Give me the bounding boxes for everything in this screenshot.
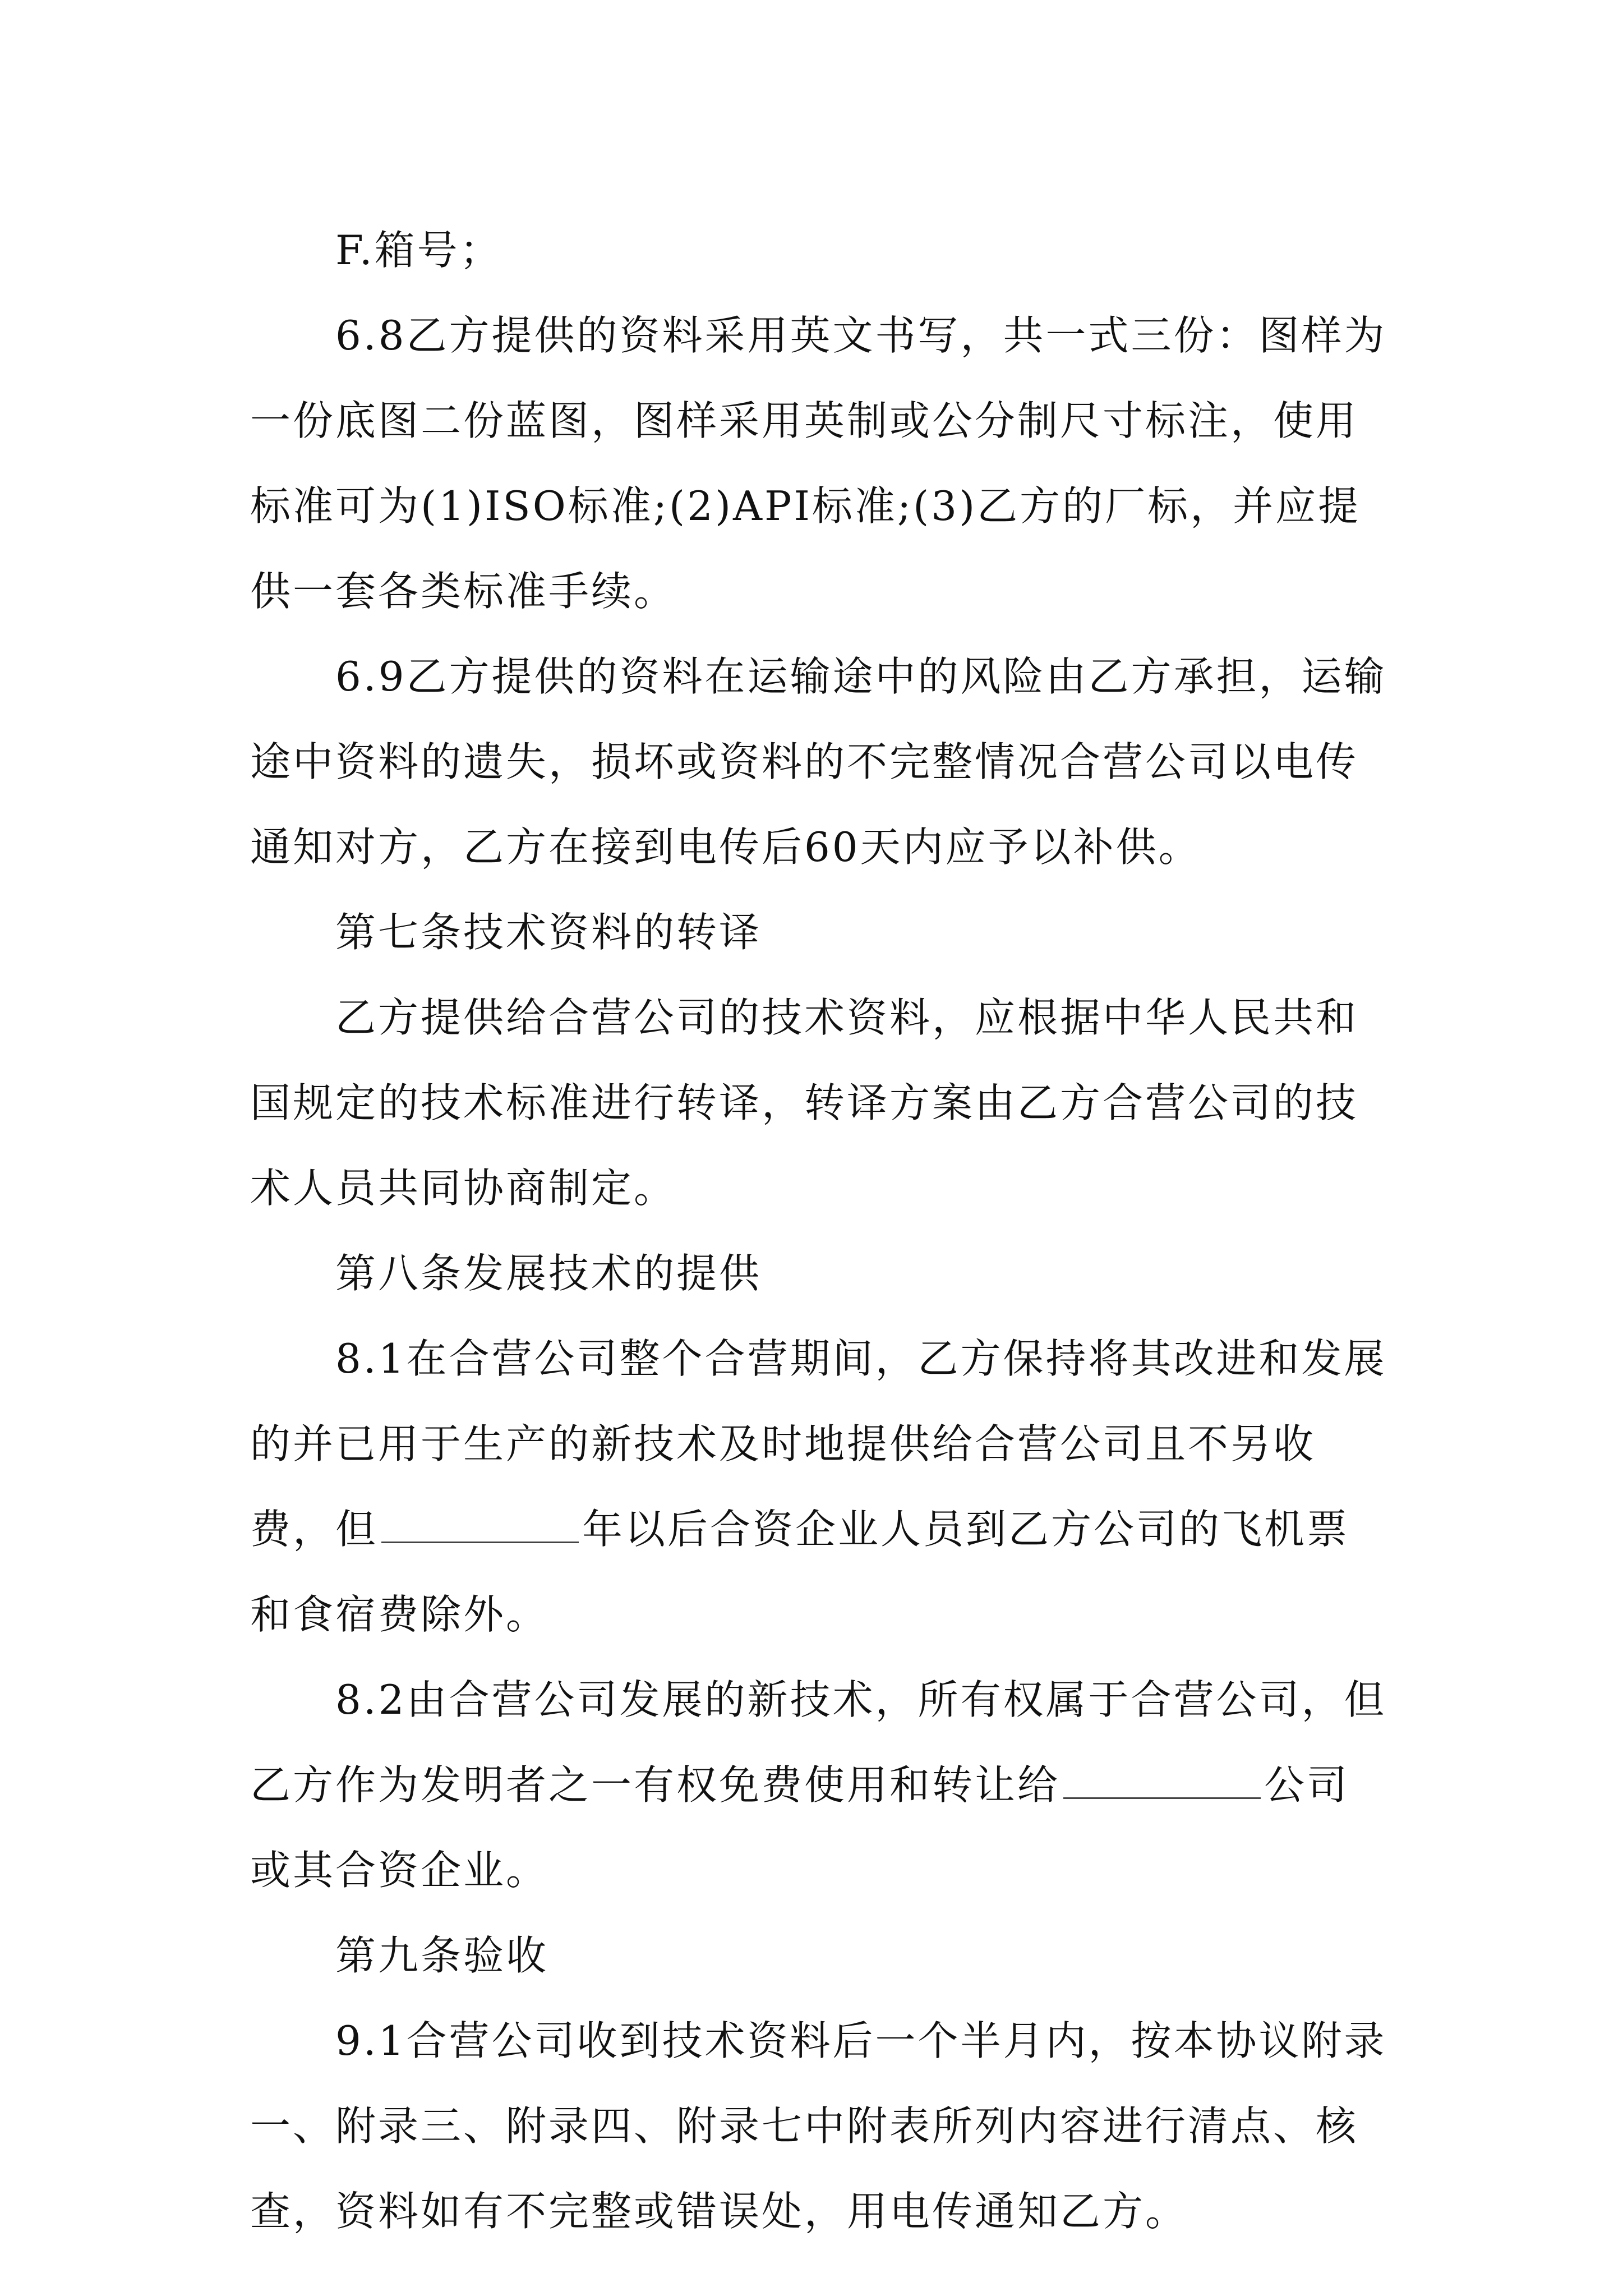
document-body [250,208,1389,2254]
paragraph-9-1: 9.1合营公司收到技术资料后一个半月内，按本协议附录一、附录三、附录四、附录七中附表所列内容进行清点、核查，资料如有不完整或错误处，用电传通知乙方。 [250,2017,1387,2235]
paragraph-box-number: F.箱号； [335,227,502,274]
paragraph-article-7: 乙方提供给合营公司的技术资料，应根据中华人民共和国规定的技术标准进行转译，转译方案由乙方合营公司的技术人员共同协商制定。 [250,994,1359,1212]
paragraph-6-9: 6.9乙方提供的资料在运输途中的风险由乙方承担，运输途中资料的遗失，损坏或资料的不完整情况合营公司以电传通知对方，乙方在接到电传后60天内应予以补供。 [250,653,1387,871]
paragraph-8-1-text-after: 年以后合资企业人员到乙方公司的飞机票和食宿费除外。 [250,1506,1350,1638]
paragraph-8-1-text-before: 8.1在合营公司整个合营期间，乙方保持将其改进和发展的并已用于生产的新技术及时地提供给合营公司且不另收费，但 [250,1335,1387,1553]
article-9-heading: 第九条验收 [335,1932,549,1979]
paragraph-8-2-text-before: 8.2由合营公司发展的新技术，所有权属于合营公司，但乙方作为发明者之一有权免费使用和转让给 [250,1676,1387,1809]
paragraph-8-1 [250,1316,1389,1657]
article-8-heading: 第八条发展技术的提供 [335,1250,762,1297]
paragraph-8-2 [250,1657,1389,1913]
article-7-heading: 第七条技术资料的转译 [335,909,762,956]
fill-in-blank-company [1063,1765,1261,1799]
fill-in-blank-years [381,1509,579,1543]
paragraph-6-8: 6.8乙方提供的资料采用英文书写，共一式三份：图样为一份底图二份蓝图，图样采用英制或公分制尺寸标注，使用标准可为(1)ISO标准;(2)API标准;(3)乙方的厂标，并应提供一套各类标准手续。 [250,312,1387,615]
paragraph-8-2-text-after: 公司或其合资企业。 [250,1761,1350,1894]
